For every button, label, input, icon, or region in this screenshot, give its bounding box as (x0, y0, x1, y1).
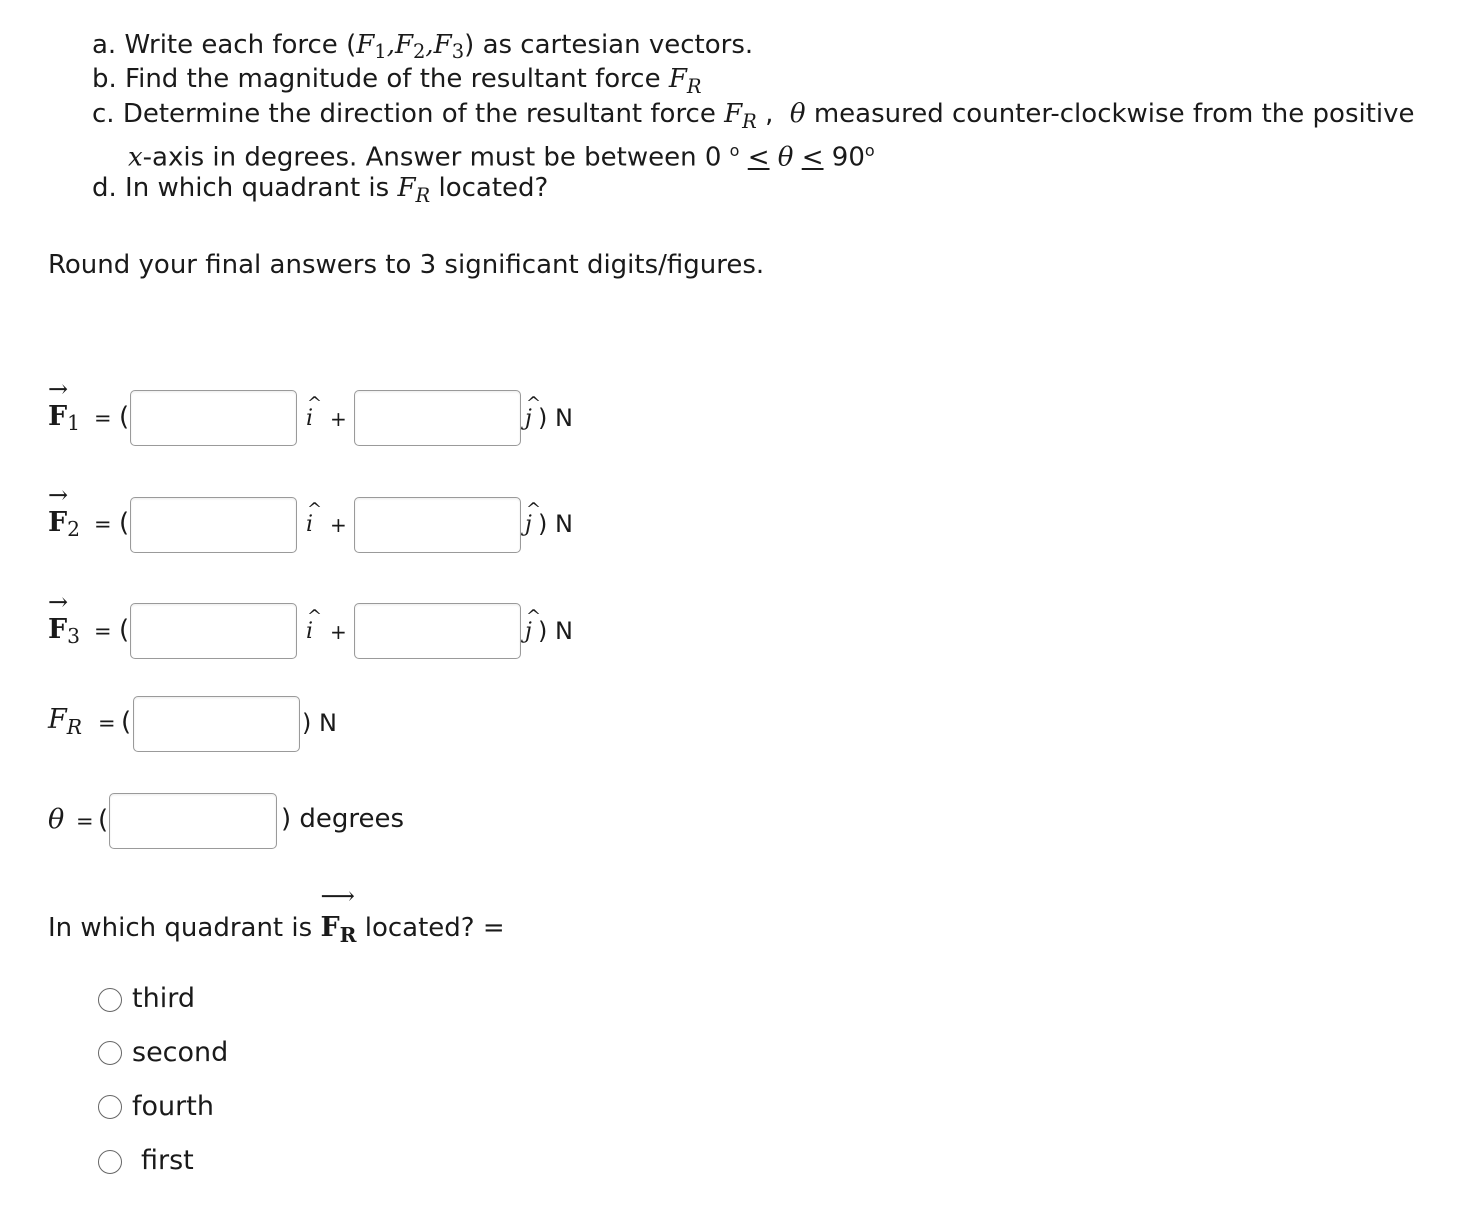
instruction-b-text: b. Find the magnitude of the resultant force (92, 64, 661, 94)
resultant-label (48, 704, 82, 739)
radio-third[interactable] (98, 988, 122, 1012)
equals-sign: = (94, 406, 112, 430)
open-paren: ( (119, 508, 130, 538)
unit-text: N (555, 404, 573, 432)
f1-unit: ) N (538, 404, 573, 432)
option-second-label[interactable]: second (132, 1037, 229, 1068)
vector-arrow-icon: → (48, 588, 69, 616)
open-paren: ( (98, 805, 109, 835)
radio-second[interactable] (98, 1041, 122, 1065)
vector-letter: F (48, 507, 68, 538)
j-hat-icon: ^ j (525, 606, 542, 644)
theta-label: θ (48, 804, 65, 835)
instruction-c-line2: x-axis in degrees. Answer must be between 0 $^o$ < θ < 90$^o$ (128, 141, 875, 173)
equals-sign: = (94, 619, 112, 643)
quadrant-question-prefix: In which quadrant is (48, 913, 313, 943)
open-paren: ( (119, 402, 130, 432)
radio-fourth[interactable] (98, 1095, 122, 1119)
instruction-d: d. In which quadrant is $F_R$ located? (92, 173, 549, 207)
resultant-unit: ) N (302, 709, 337, 737)
equals-sign: = (94, 512, 112, 536)
resultant-subscript: R (66, 715, 82, 740)
plus-sign: + (330, 513, 347, 537)
instruction-a-suffix: ) as cartesian vectors. (464, 30, 754, 60)
unit-text: N (555, 617, 573, 645)
instruction-a: a. Write each force $(F_1,F_2,F_3)$ as cartesian vectors. (92, 30, 754, 63)
theta-input[interactable] (109, 793, 277, 849)
vector-subscript: 1 (67, 411, 81, 436)
f1-i-input[interactable] (130, 390, 297, 446)
instruction-c-middle: measured counter-clockwise from the positive (813, 99, 1415, 129)
j-hat-icon: ^ j (525, 393, 542, 431)
option-fourth-label[interactable]: fourth (132, 1091, 214, 1122)
instruction-d-prefix: d. In which quadrant is (92, 173, 390, 203)
theta-unit: ) degrees (281, 804, 405, 834)
f2-unit: ) N (538, 510, 573, 538)
f3-unit: ) N (538, 617, 573, 645)
vector-arrow-icon: ⟶ (320, 882, 353, 910)
f2-i-input[interactable] (130, 497, 297, 553)
f2-j-input[interactable] (354, 497, 521, 553)
f3-i-input[interactable] (130, 603, 297, 659)
vector-arrow-icon: → (48, 375, 69, 403)
instruction-c: c. Determine the direction of the resultant force $F_R$ , θ measured counter-clockwise from the positive (92, 99, 1415, 133)
instruction-c-prefix: c. Determine the direction of the resultant force (92, 99, 716, 129)
plus-sign: + (330, 407, 347, 431)
resultant-vector-symbol: ⟶ $F_R$ (320, 882, 357, 948)
vector-label-f1 (48, 375, 81, 436)
equals-sign: = (76, 809, 94, 833)
quadrant-question-suffix: located? = (364, 913, 505, 943)
plus-sign: + (330, 620, 347, 644)
vector-label-f2 (48, 481, 81, 542)
instruction-c-line2-prefix: -axis in degrees. Answer must be between 0 (142, 142, 722, 173)
radio-first[interactable] (98, 1150, 122, 1174)
vector-letter: F (48, 614, 68, 645)
vector-letter: F (48, 401, 68, 432)
f3-j-input[interactable] (354, 603, 521, 659)
equals-sign: = (98, 711, 116, 735)
instruction-b: b. Find the magnitude of the resultant force $F_R$ (92, 64, 702, 98)
quadrant-question (48, 882, 505, 948)
option-first-label[interactable]: first (141, 1145, 194, 1176)
vector-subscript: 3 (67, 624, 81, 649)
unit-text: N (319, 709, 337, 737)
option-third-label[interactable]: third (132, 983, 195, 1014)
i-hat-icon: ^ i (306, 499, 323, 537)
open-paren: ( (121, 707, 132, 737)
unit-text: N (555, 510, 573, 538)
i-hat-icon: ^ i (306, 393, 323, 431)
instruction-d-suffix: located? (438, 173, 549, 203)
f1-j-input[interactable] (354, 390, 521, 446)
unit-text: degrees (299, 804, 405, 834)
vector-label-f3 (48, 588, 81, 649)
rounding-note: Round your final answers to 3 significant digits/figures. (48, 250, 765, 280)
instruction-c-line2-suffix: 90 (831, 142, 865, 173)
open-paren: ( (119, 615, 130, 645)
resultant-magnitude-input[interactable] (133, 696, 300, 752)
resultant-letter: F (48, 704, 67, 735)
vector-subscript: 2 (67, 517, 81, 542)
i-hat-icon: ^ i (306, 606, 323, 644)
vector-arrow-icon: → (48, 481, 69, 509)
instruction-a-prefix: a. Write each force ( (92, 30, 357, 60)
j-hat-icon: ^ j (525, 499, 542, 537)
